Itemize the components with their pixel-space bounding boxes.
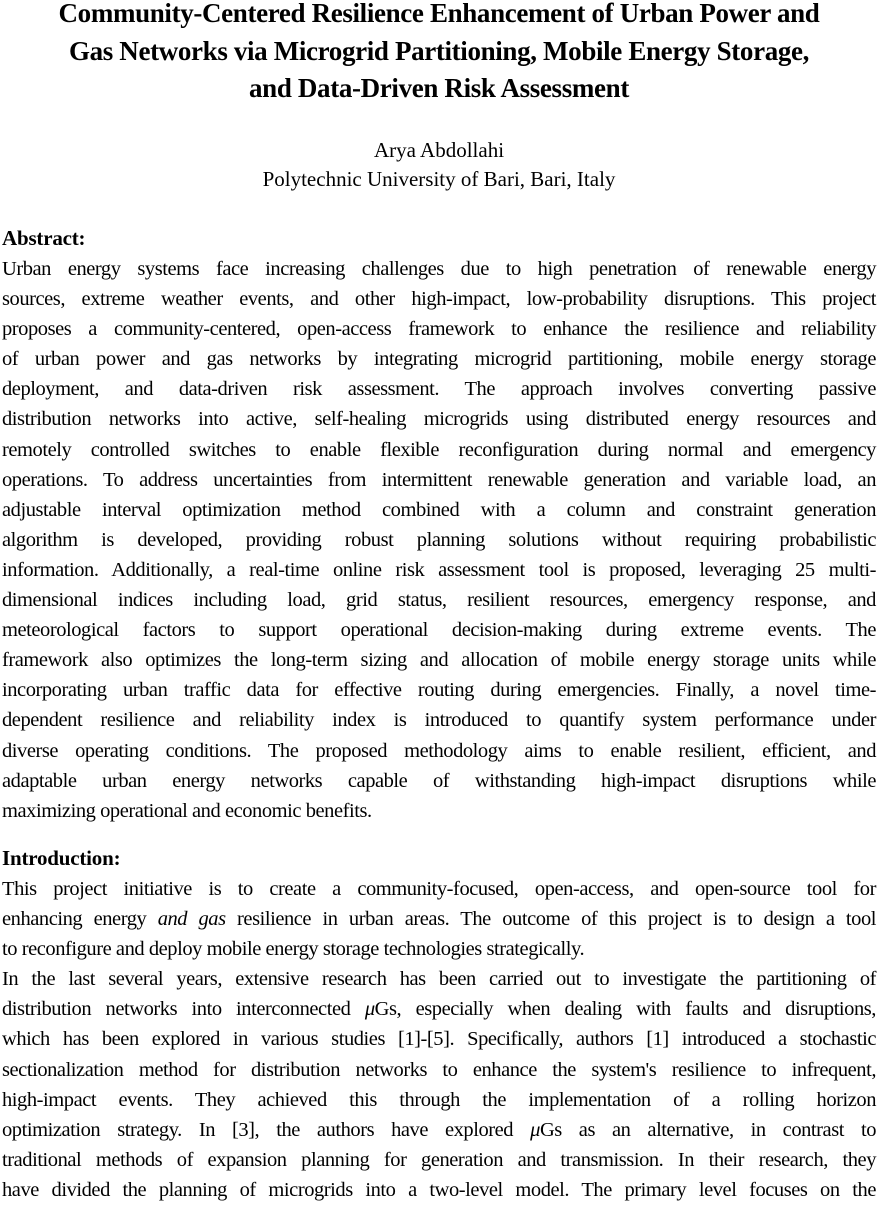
mu-symbol: μ xyxy=(530,1118,540,1141)
text-span: Gs, especially when dealing with faults and disruptions, xyxy=(374,998,876,1021)
text-line: maximizing operational and economic benefits. xyxy=(2,799,372,822)
abstract-heading: Abstract: xyxy=(2,226,86,250)
text-line: which has been explored in various studies [1]-[5]. Specifically, authors [1] introduced a stochastic xyxy=(2,1028,876,1051)
text-line xyxy=(2,994,876,1024)
text-span: resilience in urban areas. The outcome of this project is to design a tool xyxy=(225,908,877,931)
text-line: incorporating urban traffic data for effective routing during emergencies. Finally, a novel time- xyxy=(2,679,876,702)
text-line: remotely controlled switches to enable flexible reconfiguration during normal and emergency xyxy=(2,438,876,461)
text-line: sources, extreme weather events, and other high-impact, low-probability disruptions. This project xyxy=(2,288,876,311)
text-line: algorithm is developed, providing robust planning solutions without requiring probabilistic xyxy=(2,528,876,551)
text-line: traditional methods of expansion planning for generation and transmission. In their research, they xyxy=(2,1148,876,1171)
text-line: adaptable urban energy networks capable of withstanding high-impact disruptions while xyxy=(2,769,876,792)
text-line: This project initiative is to create a community-focused, open-access, and open-source tool for xyxy=(2,878,876,900)
text-line: operations. To address uncertainties from intermittent renewable generation and variable load, an xyxy=(2,468,876,491)
text-line: high-impact events. They achieved this through the implementation of a rolling horizon xyxy=(2,1088,876,1111)
text-line: to reconfigure and deploy mobile energy storage technologies strategically. xyxy=(2,938,585,961)
text-line: In the last several years, extensive research has been carried out to investigate the partitioning of xyxy=(2,968,876,991)
text-span: enhancing energy xyxy=(2,908,158,931)
author-affiliation: Polytechnic University of Bari, Bari, Italy xyxy=(262,167,616,191)
text-line: Urban energy systems face increasing challenges due to high penetration of renewable energy xyxy=(2,258,876,280)
title-line: and Data-Driven Risk Assessment xyxy=(249,73,629,103)
italic-text: and gas xyxy=(157,908,226,931)
abstract-body xyxy=(2,254,876,826)
text-line: distribution networks into active, self-healing microgrids using distributed energy resources and xyxy=(2,408,876,431)
text-line xyxy=(2,904,876,934)
text-line: dimensional indices including load, grid status, resilient resources, emergency response, and xyxy=(2,589,876,612)
text-line: have divided the planning of microgrids into a two-level model. The primary level focuses on the xyxy=(2,1178,876,1201)
author-block xyxy=(0,136,878,194)
author-name: Arya Abdollahi xyxy=(373,138,505,162)
mu-symbol: μ xyxy=(364,998,375,1021)
text-span: Gs as an alternative, in contrast to xyxy=(539,1118,876,1141)
introduction-heading: Introduction: xyxy=(2,846,121,870)
text-span: optimization strategy. In [3], the authors have explored xyxy=(2,1118,531,1141)
text-line: sectionalization method for distribution networks to enhance the system's resilience to infrequent, xyxy=(2,1058,876,1081)
text-line: adjustable interval optimization method combined with a column and constraint generation xyxy=(2,498,876,521)
text-line: of urban power and gas networks by integrating microgrid partitioning, mobile energy storage xyxy=(2,348,876,371)
text-line: deployment, and data-driven risk assessment. The approach involves converting passive xyxy=(2,378,876,401)
title-line: Gas Networks via Microgrid Partitioning, Mobile Energy Storage, xyxy=(68,35,810,66)
paper-title xyxy=(0,0,878,108)
text-line: diverse operating conditions. The proposed methodology aims to enable resilient, efficient, and xyxy=(2,739,876,762)
title-line: Community-Centered Resilience Enhancement of Urban Power and xyxy=(58,0,820,28)
text-line: meteorological factors to support operational decision-making during extreme events. The xyxy=(2,619,876,642)
text-line: information. Additionally, a real-time online risk assessment tool is proposed, leveraging 25 multi- xyxy=(2,558,876,581)
text-line: proposes a community-centered, open-access framework to enhance the resilience and reliability xyxy=(2,318,876,341)
text-line: dependent resilience and reliability index is introduced to quantify system performance under xyxy=(2,709,876,732)
text-line xyxy=(2,1115,876,1145)
text-span: distribution networks into interconnected xyxy=(2,998,365,1021)
introduction-body xyxy=(2,874,876,1205)
text-line: framework also optimizes the long-term sizing and allocation of mobile energy storage units while xyxy=(2,649,876,672)
